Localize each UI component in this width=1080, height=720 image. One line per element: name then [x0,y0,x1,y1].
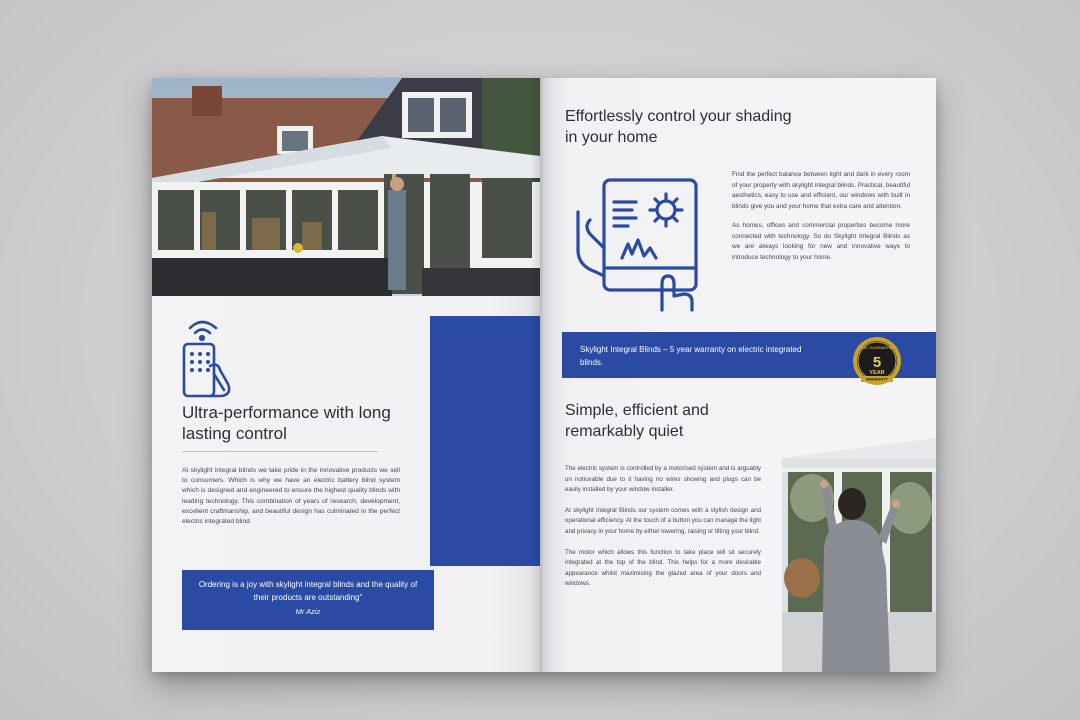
paragraph-1: Find the perfect balance between light and dark in every room of your property with skylight integral blinds. Practical, beautiful aesthetics, easy to use and efficient, our windows with built in blinds give you and your home that extra care and attention. [732,171,910,210]
warranty-banner-text: Skylight Integral Blinds – 5 year warranty on electric integrated blinds. [580,345,802,367]
paragraph-4: At skylight Integral Blinds our system comes with a stylish design and operational efficiency. At the touch of a button you can manage the light and privacy in your home by either lowering, raising or tilting your blind. [565,506,761,535]
paragraph-2: As homes, offices and commercial properties become more connected with technology. So do Skylight Integral Blinds as we are always looking for new and innovative ways to introduce technology to your home. [732,222,910,261]
tablet-settings-icon [570,172,710,314]
testimonial-author: Mr Aziz [295,607,321,616]
badge-bottom-text: WARRANTY [866,377,888,382]
right-heading-bottom: Simple, efficient and remarkably quiet [565,402,709,440]
brochure-spread [152,78,936,672]
left-heading: Ultra-performance with long lasting control [182,403,391,443]
paragraph-3: The electric system is controlled by a motorised system and is arguably un noticeable due to it having no wires showing and plugs can be easily installed by your window installer. [565,465,761,494]
left-body-text: At skylight integral blinds we take pride in the innovative products we sell to consumers. Which is why we have an electric battery blind system which is designed and engineered to ensure the highest quality blinds with leading technology. This combination of years of research, development, excellent craftmanship, and beautiful design has culminated in the perfect electric integrated blind [182,467,400,526]
blue-accent-panel [430,316,540,566]
conservatory-interior-photo [782,408,936,672]
paragraph-5: The motor which allows this function to take place will sit securely integrated at the top of the blind. This helps for a more desirable appearance whilst maximising the glazed area of your doors and windows. [565,548,761,588]
heading-divider [182,451,378,452]
right-body-bottom [565,464,761,600]
testimonial-quote: Ordering is a joy with skylight integral blinds and the quality of their products are outstanding" [198,580,418,602]
badge-word: YEAR [869,370,885,376]
testimonial-box [182,570,434,630]
badge-number: 5 [872,354,882,371]
five-year-warranty-badge-icon [852,336,902,386]
conservatory-exterior-photo [152,78,540,296]
right-page [540,78,936,672]
warranty-banner [562,332,936,382]
remote-control-icon [180,314,246,398]
right-body-top [732,170,910,272]
right-heading-top: Effortlessly control your shading in your home [565,108,792,146]
left-page [152,78,540,672]
badge-top-text: THE GUARANTEE [859,345,895,350]
